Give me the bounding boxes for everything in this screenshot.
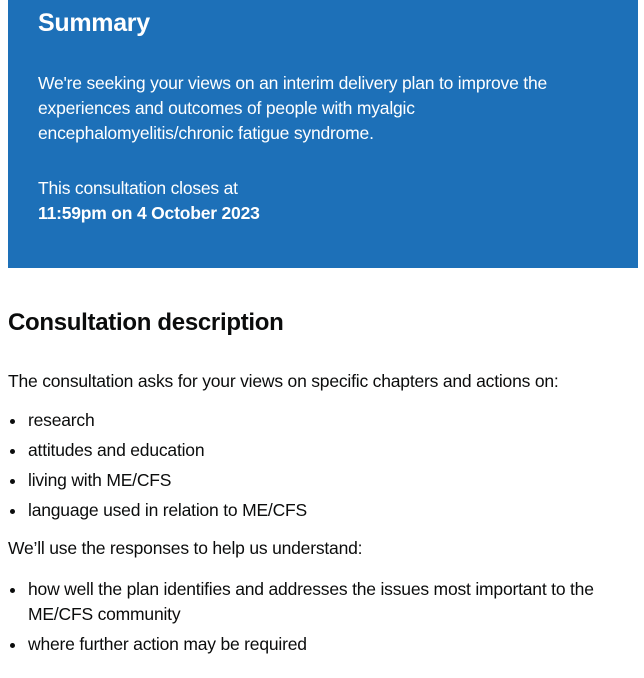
bullet-icon (10, 588, 15, 593)
list-item (8, 577, 640, 627)
list-item-text: how well the plan identifies and addresses the issues most important to the ME/CFS community (28, 579, 594, 624)
list-item-text: research (28, 410, 95, 430)
bullet-icon (10, 643, 15, 648)
closing-label: This consultation closes at (38, 178, 238, 198)
list-item-text: living with ME/CFS (28, 470, 172, 490)
list-item (8, 468, 640, 493)
list-item-text: attitudes and education (28, 440, 205, 460)
closing-date: 11:59pm on 4 October 2023 (38, 203, 260, 223)
list-item (8, 408, 640, 433)
list-item (8, 632, 640, 657)
list-item (8, 438, 640, 463)
summary-intro: We're seeking your views on an interim delivery plan to improve the experiences and outcomes of people with myalgic encephalomyelitis/chronic fatigue syndrome. (38, 73, 548, 143)
list-item (8, 498, 640, 523)
list-item-text: where further action may be required (28, 634, 307, 654)
consultation-description (8, 306, 640, 662)
bullet-icon (10, 509, 15, 514)
description-lead: The consultation asks for your views on specific chapters and actions on: (8, 371, 559, 391)
bullet-icon (10, 419, 15, 424)
bullet-icon (10, 479, 15, 484)
bullet-icon (10, 449, 15, 454)
topics-list (8, 408, 640, 523)
description-lead-2: We’ll use the responses to help us understand: (8, 538, 363, 558)
description-heading: Consultation description (8, 309, 284, 336)
summary-heading: Summary (38, 9, 150, 37)
goals-list (8, 577, 640, 657)
summary-panel (8, 0, 638, 268)
list-item-text: language used in relation to ME/CFS (28, 500, 307, 520)
